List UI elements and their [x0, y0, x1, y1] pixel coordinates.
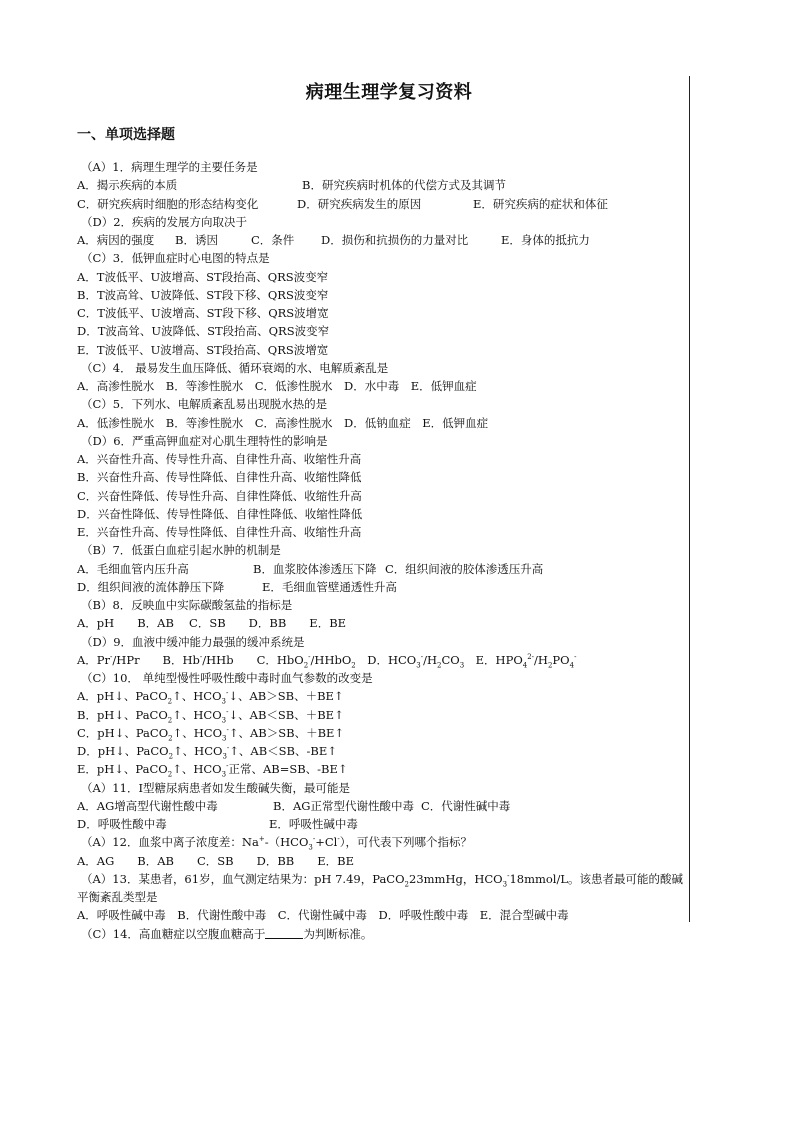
- answer-options: [77, 797, 717, 815]
- question-stem: （D）6．严重高钾血症对心肌生理特性的影响是: [81, 433, 328, 448]
- option-item: B．诱因: [175, 233, 218, 247]
- question-stem: （C）3．低钾血症时心电图的特点是: [81, 251, 270, 266]
- option-item: D．呼吸性酸中毒: [77, 817, 167, 831]
- answer-options: D．兴奋性降低、传导性降低、自律性降低、收缩性降低: [77, 506, 363, 521]
- answer-options: D．pH↓、PaCO$_2$↑、$HCO_3^-↑$、AB＜SB、-BE↑: [77, 744, 337, 761]
- option-item: D．组织间液的流体静压下降: [77, 579, 225, 594]
- option-item: A．病因的强度: [77, 233, 155, 247]
- answer-options: A．高渗性脱水 B．等渗性脱水 C．低渗性脱水 D．水中毒 E．低钾血症: [77, 379, 477, 393]
- answer-options: [77, 560, 717, 578]
- answer-options: A．pH↓、PaCO$_2$↑、$HCO_3^-↓$、AB＞SB、＋BE↑: [77, 689, 344, 706]
- question-stem: （C）4． 最易发生血压降低、循环衰竭的水、电解质紊乱是: [81, 360, 389, 375]
- answer-options: 平衡紊乱类型是: [77, 890, 158, 904]
- fill-in-blank: [265, 927, 303, 939]
- option-item: A．AG增高型代谢性酸中毒: [77, 798, 218, 813]
- answer-options: B．pH↓、PaCO$_2$↑、$HCO_3^-↓$、AB＜SB、＋BE↑: [77, 707, 344, 724]
- answer-options: [77, 195, 717, 213]
- option-item: E．呼吸性碱中毒: [269, 817, 358, 831]
- answer-options: E．兴奋性升高、传导性降低、自律性升高、收缩性升高: [77, 525, 362, 539]
- answer-options: D．T波高耸、U波降低、ST段抬高、QRS波变窄: [77, 324, 330, 339]
- answer-options: C．pH↓、PaCO$_2$↑、$HCO_3^-↑$、AB＞SB、＋BE↑: [77, 725, 345, 743]
- answer-options: A．呼吸性碱中毒 B．代谢性酸中毒 C．代谢性碱中毒 D．呼吸性酸中毒 E．混合型碱中毒: [77, 908, 569, 923]
- option-item: E．毛细血管壁通透性升高: [262, 579, 397, 594]
- answer-options: A．兴奋性升高、传导性升高、自律性升高、收缩性升高: [77, 452, 362, 466]
- question-stem: （A）1．病理生理学的主要任务是: [81, 160, 258, 174]
- answer-options: B．兴奋性升高、传导性降低、自律性升高、收缩性降低: [77, 470, 362, 485]
- question-stem: （A）12．血浆中离子浓度差：$Na^+-(HCO_3^-+Cl^-)$，可代表下列哪个指标？: [81, 835, 472, 852]
- answer-options: [77, 578, 717, 596]
- option-item: A．毛细血管内压升高: [77, 561, 189, 576]
- answer-options: E．pH↓、PaCO$_2$↑、$HCO_3^-$正常、AB=SB、-BE↑: [77, 762, 348, 779]
- question-stem: （B）8．反映血中实际碳酸氢盐的指标是: [81, 598, 293, 612]
- option-item: B．研究疾病时机体的代偿方式及其调节: [302, 178, 506, 193]
- question-stem: （A）11．I型糖尿病患者如发生酸碱失衡，最可能是: [81, 780, 350, 795]
- question-stem: （B）7．低蛋白血症引起水肿的机制是: [81, 543, 281, 558]
- option-item: E．研究疾病的症状和体征: [473, 196, 608, 211]
- answer-options: [77, 815, 717, 833]
- question-stem: （D）9．血液中缓冲能力最强的缓冲系统是: [81, 634, 305, 649]
- page-title: 病理生理学复习资料: [305, 82, 473, 103]
- option-item: D．研究疾病发生的原因: [297, 196, 422, 211]
- option-item: A．揭示疾病的本质: [77, 178, 178, 193]
- option-item: C．研究疾病时细胞的形态结构变化: [77, 196, 259, 211]
- option-item: B．血浆胶体渗透压下降: [253, 561, 377, 576]
- question-stem: （C）10． 单纯型慢性呼吸性酸中毒时血气参数的改变是: [81, 671, 373, 685]
- section-heading: 一、单项选择题: [77, 127, 175, 143]
- option-item: C．条件: [251, 233, 295, 247]
- option-item: C．代谢性碱中毒: [421, 798, 511, 813]
- answer-options: A．pH B．AB C．SB D．BB E．BE: [77, 616, 347, 631]
- question-list: [77, 158, 717, 943]
- answer-options: A．AG B．AB C．SB D．BB E．BE: [77, 853, 354, 868]
- answer-options: A．T波低平、U波增高、ST段抬高、QRS波变窄: [77, 269, 329, 284]
- answer-options: C．兴奋性降低、传导性升高、自律性降低、收缩性升高: [77, 488, 362, 503]
- option-item: D．损伤和抗损伤的力量对比: [321, 233, 469, 247]
- answer-options: [77, 231, 717, 249]
- question-stem: （C）5．下列水、电解质紊乱易出现脱水热的是: [81, 397, 328, 412]
- question-stem: （A）13．某患者，61岁，血气测定结果为：pH 7.49，PaCO$_2$23mmHg，$HCO_3^-18mmol/L$。该患者最可能的酸碱: [81, 871, 683, 889]
- question-stem: （C）14．高血糖症以空腹血糖高于 为判断标准。: [81, 926, 373, 941]
- answer-options: [77, 176, 717, 194]
- answer-options: E．T波低平、U波增高、ST段抬高、QRS波增宽: [77, 342, 329, 357]
- answer-options: A．低渗性脱水 B．等渗性脱水 C．高渗性脱水 D．低钠血症 E．低钾血症: [77, 415, 489, 430]
- option-item: C．组织间液的胶体渗透压升高: [385, 561, 544, 576]
- answer-options: C．T波低平、U波增高、ST段下移、QRS波增宽: [77, 306, 329, 320]
- answer-options: A．Pr-/HPr B．Hb-/HHb C．HbO$_2$-/HHbO$_2$ D．$HCO_3^-/H_2CO_3$ E．$HPO_4^{2-}/H_2PO_4^-$: [77, 652, 577, 670]
- question-stem: （D）2．疾病的发展方向取决于: [81, 214, 248, 229]
- answer-options: B．T波高耸、U波降低、ST段下移、QRS波变窄: [77, 287, 329, 302]
- option-item: B．AG正常型代谢性酸中毒: [273, 798, 414, 813]
- option-item: E．身体的抵抗力: [501, 233, 590, 247]
